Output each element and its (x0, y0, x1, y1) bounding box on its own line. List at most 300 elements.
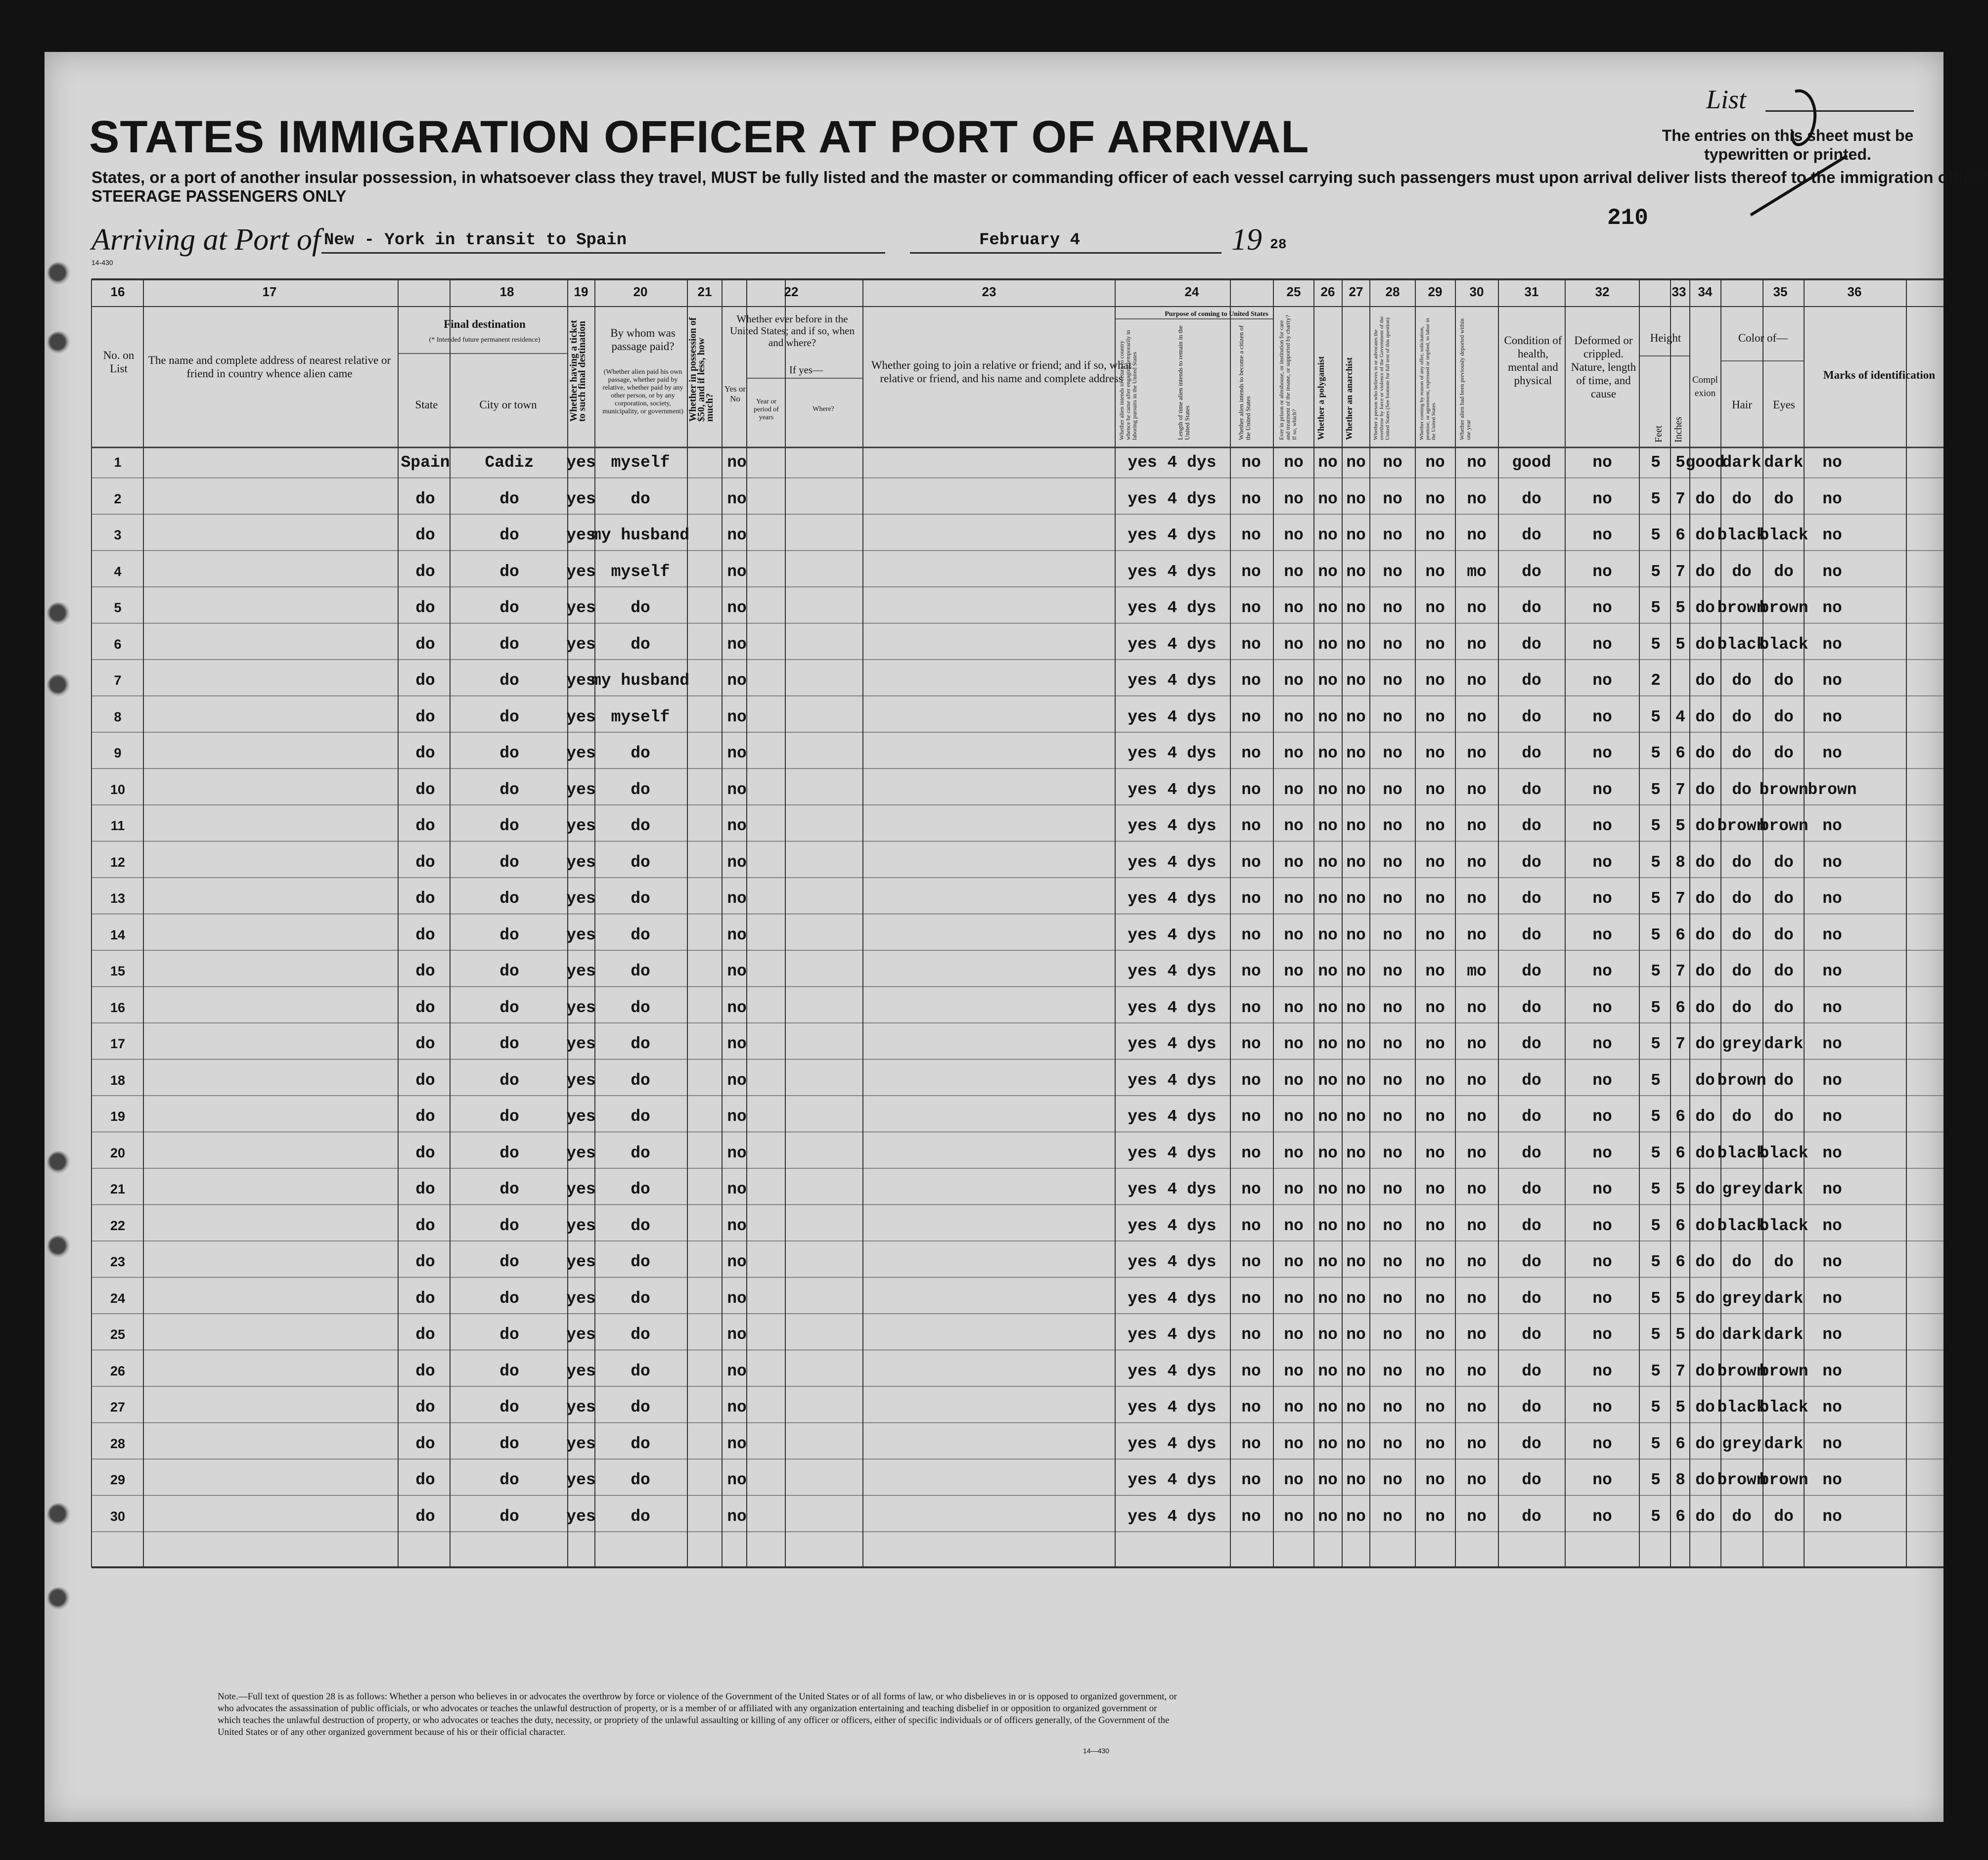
binder-hole (47, 674, 71, 698)
cell-c31: do (1522, 1144, 1541, 1162)
cell-city: do (499, 1144, 519, 1162)
cell-c28: no (1383, 526, 1402, 544)
cell-in: 5 (1675, 1180, 1685, 1198)
col-marks-header: Marks of identification (1823, 369, 1936, 381)
cell-c29: no (1425, 926, 1445, 944)
cell-c50: no (727, 853, 747, 872)
row-number: 14 (110, 927, 126, 942)
cell-c24c: no (1241, 1216, 1261, 1235)
cell-c24b: 4 dys (1167, 1071, 1217, 1090)
cell-state: do (415, 853, 435, 872)
cell-c31: do (1522, 671, 1541, 690)
cell-marks: no (1822, 962, 1842, 980)
cell-c30: no (1467, 889, 1487, 908)
cell-marks: no (1822, 1216, 1842, 1235)
cell-c32: no (1592, 453, 1612, 472)
cell-c29: no (1425, 1326, 1445, 1344)
cell-marks: no (1822, 1362, 1842, 1380)
cell-c26: no (1318, 1507, 1338, 1526)
row-number: 1 (114, 455, 122, 470)
cell-state: do (415, 1035, 435, 1053)
cell-ticket: yes (566, 962, 596, 980)
cell-paid: do (631, 1362, 650, 1380)
cell-ticket: yes (566, 562, 596, 581)
cell-marks: no (1822, 635, 1842, 654)
cell-city: do (499, 817, 519, 835)
cell-hair: dark (1722, 453, 1762, 472)
cell-c34: do (1695, 1035, 1715, 1053)
cell-ticket: yes (566, 780, 596, 799)
cell-c24a: yes (1128, 1253, 1157, 1271)
cell-c50: no (727, 998, 747, 1017)
cell-c28: no (1383, 599, 1402, 617)
cell-c24c: no (1241, 1144, 1261, 1162)
cell-c50: no (727, 1289, 747, 1308)
cell-c30: no (1467, 1326, 1487, 1344)
cell-ft: 5 (1651, 1071, 1661, 1090)
cell-c50: no (727, 1035, 747, 1053)
cell-ft: 5 (1651, 1180, 1661, 1198)
binder-hole (47, 331, 71, 355)
cell-ticket: yes (566, 926, 596, 944)
cell-state: Spain (401, 453, 450, 472)
cell-c24a: yes (1128, 1471, 1157, 1489)
cell-city: do (499, 1180, 519, 1198)
cell-c32: no (1592, 1216, 1612, 1235)
cell-in: 7 (1675, 889, 1685, 908)
cell-c25: no (1284, 599, 1304, 617)
cell-c24b: 4 dys (1167, 889, 1217, 908)
cell-paid: do (631, 1144, 650, 1162)
cell-marks: no (1822, 526, 1842, 544)
cell-c24b: 4 dys (1167, 708, 1217, 726)
col-purpose-citizen-header: Whether alien intends to become a citizen of the United States (1237, 325, 1252, 440)
cell-marks: no (1822, 1326, 1842, 1344)
cell-paid: do (631, 1398, 650, 1417)
cell-paid: do (631, 1507, 650, 1526)
cell-c26: no (1318, 526, 1338, 544)
cell-c34: do (1695, 817, 1715, 835)
cell-c34: do (1695, 1253, 1715, 1271)
cell-c24a: yes (1128, 1289, 1157, 1308)
cell-state: do (415, 1362, 435, 1380)
cell-c26: no (1318, 853, 1338, 872)
cell-ticket: yes (566, 526, 596, 544)
cell-c26: no (1318, 1398, 1338, 1417)
cell-c28: no (1383, 1107, 1402, 1126)
cell-c28: no (1383, 998, 1402, 1017)
cell-c34: do (1695, 635, 1715, 654)
year-suffix: 28 (1270, 237, 1287, 253)
row-number: 12 (110, 854, 126, 870)
cell-c27: no (1346, 1434, 1366, 1453)
cell-c24c: no (1241, 599, 1261, 617)
cell-state: do (415, 962, 435, 980)
cell-c31: do (1522, 1071, 1541, 1090)
cell-eyes: brown (1759, 599, 1808, 617)
cell-c27: no (1346, 1362, 1366, 1380)
cell-c24c: no (1241, 489, 1261, 508)
cell-in: 6 (1675, 1144, 1685, 1162)
cell-c30: no (1467, 853, 1487, 872)
cell-marks: no (1822, 671, 1842, 690)
row-number: 17 (110, 1036, 126, 1051)
col-inches-header: Inches (1673, 416, 1684, 443)
cell-c24b: 4 dys (1167, 817, 1217, 835)
row-number: 22 (110, 1218, 126, 1233)
cell-c32: no (1592, 635, 1612, 654)
cell-c32: no (1592, 1289, 1612, 1308)
cell-city: do (499, 1471, 519, 1489)
col-purpose-return-header: Whether alien intends to return to country whence he came after engaging temporarily in laboring pursuits in the United States (1118, 330, 1138, 440)
cell-c29: no (1425, 853, 1445, 872)
cell-c29: no (1425, 562, 1445, 581)
cell-paid: myself (611, 708, 670, 726)
cell-state: do (415, 708, 435, 726)
cell-c34: do (1695, 853, 1715, 872)
cell-c31: do (1522, 1180, 1541, 1198)
cell-c50: no (727, 1144, 747, 1162)
cell-state: do (415, 889, 435, 908)
cell-c24c: no (1241, 1035, 1261, 1053)
cell-c28: no (1383, 708, 1402, 726)
cell-ft: 5 (1651, 1398, 1661, 1417)
cell-c24c: no (1241, 1507, 1261, 1526)
cell-c26: no (1318, 780, 1338, 799)
cell-c31: do (1522, 998, 1541, 1017)
col-possession-header: Whether in possession of $50, and if less, how much? (687, 317, 715, 422)
cell-state: do (415, 817, 435, 835)
cell-state: do (415, 1144, 435, 1162)
cell-ticket: yes (566, 1434, 596, 1453)
col-purpose-length-header: Length of time alien intends to remain in the United States (1176, 325, 1191, 440)
cell-ft: 5 (1651, 744, 1661, 762)
cell-c25: no (1284, 1289, 1304, 1308)
cell-hair: do (1732, 489, 1752, 508)
cell-ticket: yes (566, 708, 596, 726)
cell-c26: no (1318, 1180, 1338, 1198)
cell-c25: no (1284, 1326, 1304, 1344)
cell-c26: no (1318, 635, 1338, 654)
cell-state: do (415, 744, 435, 762)
cell-c30: no (1467, 708, 1487, 726)
cell-c25: no (1284, 1144, 1304, 1162)
cell-c50: no (727, 526, 747, 544)
cell-c31: do (1522, 489, 1541, 508)
cell-c26: no (1318, 1144, 1338, 1162)
cell-ft: 5 (1651, 889, 1661, 908)
cell-c27: no (1346, 1507, 1366, 1526)
column-number: 27 (1349, 284, 1363, 299)
cell-eyes: do (1774, 998, 1794, 1017)
cell-c34: do (1695, 998, 1715, 1017)
cell-c24b: 4 dys (1167, 635, 1217, 654)
cell-ft: 2 (1651, 671, 1661, 690)
cell-c24c: no (1241, 635, 1261, 654)
row-number: 11 (110, 818, 125, 833)
cell-c28: no (1383, 889, 1402, 908)
col-labor-offer-header: Whether coming by reason of any offer, solicitation, promise, or agreement, expressed or implied, to labor in the United States (1419, 318, 1437, 440)
cell-c30: no (1467, 526, 1487, 544)
cell-paid: do (631, 962, 650, 980)
col-city-header: City or town (479, 399, 537, 411)
cell-c24a: yes (1128, 962, 1157, 980)
cell-c24a: yes (1128, 1398, 1157, 1417)
cell-in: 7 (1675, 1362, 1685, 1380)
cell-c30: no (1467, 1180, 1487, 1198)
cell-ticket: yes (566, 998, 596, 1017)
cell-c50: no (727, 1471, 747, 1489)
cell-c25: no (1284, 453, 1304, 472)
cell-eyes: black (1759, 1398, 1808, 1417)
cell-city: do (499, 635, 519, 654)
cell-c24c: no (1241, 926, 1261, 944)
cell-paid: myself (611, 453, 670, 472)
cell-hair: grey (1722, 1035, 1762, 1053)
cell-city: do (499, 1253, 519, 1271)
cell-marks: no (1822, 708, 1842, 726)
cell-c50: no (727, 671, 747, 690)
row-number: 26 (110, 1363, 126, 1378)
cell-c32: no (1592, 599, 1612, 617)
cell-c50: no (727, 780, 747, 799)
cell-c50: no (727, 1253, 747, 1271)
cell-c25: no (1284, 562, 1304, 581)
cell-c28: no (1383, 780, 1402, 799)
cell-c34: do (1695, 562, 1715, 581)
cell-city: do (499, 1289, 519, 1308)
column-number: 29 (1428, 284, 1443, 299)
cell-marks: no (1822, 1253, 1842, 1271)
cell-paid: do (631, 926, 650, 944)
row-number: 8 (114, 709, 122, 724)
cell-c28: no (1383, 453, 1402, 472)
cell-c28: no (1383, 1216, 1402, 1235)
cell-c32: no (1592, 489, 1612, 508)
cell-c24b: 4 dys (1167, 1471, 1217, 1489)
column-number: 36 (1847, 284, 1862, 299)
cell-c28: no (1383, 1253, 1402, 1271)
cell-c28: no (1383, 744, 1402, 762)
cell-paid: do (631, 1107, 650, 1126)
cell-ticket: yes (566, 1289, 596, 1308)
cell-city: Cadiz (485, 453, 534, 472)
cell-c24b: 4 dys (1167, 853, 1217, 872)
row-number: 10 (110, 782, 126, 797)
cell-hair: do (1732, 744, 1752, 762)
cell-city: do (499, 780, 519, 799)
cell-ticket: yes (566, 1071, 596, 1090)
cell-c24a: yes (1128, 489, 1157, 508)
cell-ft: 5 (1651, 1434, 1661, 1453)
cell-state: do (415, 1216, 435, 1235)
cell-c25: no (1284, 1398, 1304, 1417)
cell-in: 5 (1675, 635, 1685, 654)
cell-c29: no (1425, 1216, 1445, 1235)
cell-eyes: do (1774, 1253, 1794, 1271)
cell-ticket: yes (566, 453, 596, 472)
cell-marks: no (1822, 453, 1842, 472)
row-number: 7 (114, 673, 122, 688)
cell-c25: no (1284, 889, 1304, 908)
cell-c24b: 4 dys (1167, 1362, 1217, 1380)
cell-c24a: yes (1128, 780, 1157, 799)
cell-c28: no (1383, 1362, 1402, 1380)
cell-in: 5 (1675, 599, 1685, 617)
cell-eyes: black (1759, 635, 1808, 654)
cell-c32: no (1592, 1035, 1612, 1053)
cell-eyes: dark (1764, 1035, 1804, 1053)
cell-c24b: 4 dys (1167, 1107, 1217, 1126)
cell-c27: no (1346, 1107, 1366, 1126)
cell-eyes: do (1774, 1107, 1794, 1126)
cell-c30: no (1467, 744, 1487, 762)
cell-city: do (499, 853, 519, 872)
cell-c31: do (1522, 926, 1541, 944)
cell-c28: no (1383, 1398, 1402, 1417)
form-instructions: States, or a port of another insular possession, in whatsoever class they travel, MUST be fully listed and the master or commanding officer of each vessel carrying such passengers must upon arrival deliver lists thereof to the immigration officer (91, 168, 1988, 186)
cell-ft: 5 (1651, 599, 1661, 617)
cell-paid: myself (611, 562, 670, 581)
cell-c25: no (1284, 853, 1304, 872)
cell-c28: no (1383, 1071, 1402, 1090)
cell-c26: no (1318, 453, 1338, 472)
cell-c27: no (1346, 1144, 1366, 1162)
col-anarchist-header: Whether an anarchist (1344, 357, 1354, 440)
cell-c32: no (1592, 817, 1612, 835)
column-number: 24 (1184, 284, 1199, 299)
cell-c26: no (1318, 889, 1338, 908)
cell-c25: no (1284, 526, 1304, 544)
cell-c34: do (1695, 962, 1715, 980)
binder-hole (47, 1235, 71, 1259)
cell-paid: do (631, 1071, 650, 1090)
cell-c30: no (1467, 926, 1487, 944)
cell-c31: do (1522, 853, 1541, 872)
col-overthrow-header: Whether a person who believes in or advocates the overthrow by force or violence of the Government of the United States (See footnote for full text of this question) (1373, 316, 1391, 440)
cell-c30: no (1467, 671, 1487, 690)
cell-c24a: yes (1128, 817, 1157, 835)
cell-c34: do (1695, 1107, 1715, 1126)
cell-c24b: 4 dys (1167, 562, 1217, 581)
cell-c24c: no (1241, 526, 1261, 544)
row-number: 23 (110, 1254, 126, 1269)
cell-hair: brown (1717, 599, 1766, 617)
cell-c25: no (1284, 998, 1304, 1017)
cell-c26: no (1318, 1362, 1338, 1380)
cell-c30: no (1467, 635, 1487, 654)
cell-paid: do (631, 1289, 650, 1308)
cell-c24b: 4 dys (1167, 599, 1217, 617)
cell-city: do (499, 1434, 519, 1453)
cell-marks: no (1822, 817, 1842, 835)
cell-c24a: yes (1128, 1326, 1157, 1344)
cell-c32: no (1592, 926, 1612, 944)
cell-city: do (499, 1507, 519, 1526)
cell-c24b: 4 dys (1167, 926, 1217, 944)
date-value: February 4 (979, 231, 1081, 250)
col-nearest-relative-header: The name and complete address of nearest relative or friend in country whence alien came (148, 354, 391, 380)
cell-c24c: no (1241, 998, 1261, 1017)
cell-c50: no (727, 562, 747, 581)
cell-c50: no (727, 817, 747, 835)
cell-c29: no (1425, 998, 1445, 1017)
row-number: 18 (110, 1072, 126, 1088)
cell-in: 6 (1675, 926, 1685, 944)
cell-c24b: 4 dys (1167, 1326, 1217, 1344)
cell-c29: no (1425, 1362, 1445, 1380)
cell-hair: black (1717, 635, 1766, 654)
row-number: 27 (110, 1400, 126, 1415)
cell-ticket: yes (566, 1471, 596, 1489)
cell-ticket: yes (566, 744, 596, 762)
cell-in: 5 (1675, 817, 1685, 835)
cell-hair: do (1732, 853, 1752, 872)
cell-c27: no (1346, 453, 1366, 472)
cell-marks: no (1822, 853, 1842, 872)
cell-c27: no (1346, 1216, 1366, 1235)
cell-c25: no (1284, 817, 1304, 835)
cell-c28: no (1383, 671, 1402, 690)
cell-c25: no (1284, 926, 1304, 944)
cell-marks: no (1822, 1471, 1842, 1489)
cell-c28: no (1383, 926, 1402, 944)
cell-c34: do (1695, 599, 1715, 617)
cell-c24c: no (1241, 708, 1261, 726)
cell-marks: no (1822, 998, 1842, 1017)
cell-c32: no (1592, 744, 1612, 762)
cell-c24c: no (1241, 853, 1261, 872)
year-prefix: 19 (1231, 223, 1262, 257)
cell-paid: do (631, 1180, 650, 1198)
cell-c34: do (1695, 1471, 1715, 1489)
cell-c28: no (1383, 1180, 1402, 1198)
cell-c26: no (1318, 817, 1338, 835)
cell-c26: no (1318, 599, 1338, 617)
cell-c50: no (727, 1362, 747, 1380)
cell-c28: no (1383, 1434, 1402, 1453)
row-number: 3 (114, 528, 122, 542)
cell-c27: no (1346, 562, 1366, 581)
cell-c25: no (1284, 1107, 1304, 1126)
cell-paid: do (631, 1253, 650, 1271)
cell-city: do (499, 526, 519, 544)
steerage-label: STEERAGE PASSENGERS ONLY (91, 187, 347, 205)
cell-c32: no (1592, 1434, 1612, 1453)
cell-c34: do (1695, 489, 1715, 508)
cell-c50: no (727, 744, 747, 762)
cell-hair: do (1732, 998, 1752, 1017)
cell-c30: no (1467, 1471, 1487, 1489)
cell-state: do (415, 562, 435, 581)
cell-c30: no (1467, 1398, 1487, 1417)
cell-c34: do (1695, 1434, 1715, 1453)
cell-c24b: 4 dys (1167, 1434, 1217, 1453)
cell-state: do (415, 635, 435, 654)
cell-ticket: yes (566, 1144, 596, 1162)
cell-c25: no (1284, 635, 1304, 654)
cell-state: do (415, 1507, 435, 1526)
cell-c28: no (1383, 962, 1402, 980)
row-number: 20 (110, 1145, 126, 1160)
column-number: 16 (110, 284, 125, 299)
cell-paid: do (631, 1216, 650, 1235)
row-number: 5 (114, 600, 122, 615)
cell-paid: do (631, 1434, 650, 1453)
cell-eyes: brown (1759, 1362, 1808, 1380)
cell-c31: do (1522, 1398, 1541, 1417)
footer-code: 14—430 (1083, 1747, 1109, 1755)
